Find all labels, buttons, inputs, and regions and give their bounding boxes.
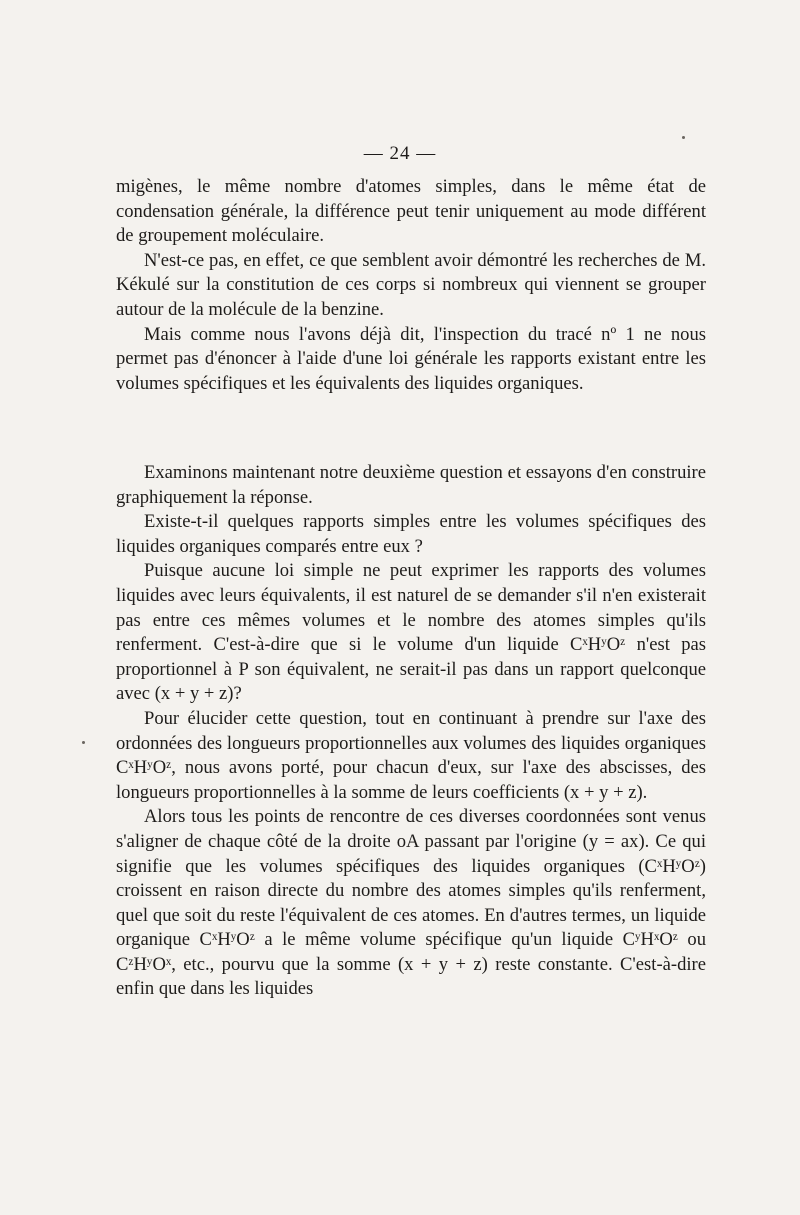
paragraph-trace-inspection: Mais comme nous l'avons déjà dit, l'inspection du tracé nº 1 ne nous permet pas d'énoncer à l'aide d'une loi générale les rapports existant entre les volumes spécifiques et les équivalents des liquides organiques. [116,323,706,394]
page-number: — 24 — [363,143,437,164]
paper-speck [682,136,685,139]
paragraph-continuation: migènes, le même nombre d'atomes simples, dans le même état de condensation générale, la différence peut tenir uniquement au mode différent de groupement moléculaire. [116,176,706,247]
paper-speck [82,741,85,744]
paragraph-elucidate: Pour élucider cette question, tout en continuant à prendre sur l'axe des ordonnées des longueurs proportionnelles aux volumes des liquides organiques CˣHʸOᶻ, nous avons porté, pour chacun d'eux, sur l'axe des abscisses, des longueurs proportionnelles à la somme de leurs coefficients (x + y + z). [116,707,706,803]
paragraph-no-simple-law: Puisque aucune loi simple ne peut exprimer les rapports des volumes liquides avec leurs équivalents, il est naturel de se demander s'il n'en existerait pas entre ces mêmes volumes et le nombre des atomes simples qu'ils renferment. C'est-à-dire que si le volume d'un liquide CˣHʸOᶻ n'est pas proportionnel à P son équivalent, ne serait-il pas dans un rapport quelconque avec (x + y + z)? [116,560,706,705]
text-block-top [116,175,706,396]
text-block-bottom [116,461,706,1002]
paragraph-simple-ratios: Existe-t-il quelques rapports simples entre les volumes spécifiques des liquides organiques comparés entre eux ? [116,511,706,557]
paragraph-kekule: N'est-ce pas, en effet, ce que semblent avoir démontré les recherches de M. Kékulé sur la constitution de ces corps si nombreux qui viennent se grouper autour de la molécule de la benzine. [116,249,706,320]
paragraph-second-question: Examinons maintenant notre deuxième question et essayons d'en construire graphiquement la réponse. [116,462,706,508]
paragraph-alignment: Alors tous les points de rencontre de ces diverses coordonnées sont venus s'aligner de chaque côté de la droite oA passant par l'origine (y = ax). Ce qui signifie que les volumes spécifiques des liquides organiques (CˣHʸOᶻ) croissent en raison directe du nombre des atomes simples qu'ils renferment, quel que soit du reste l'équivalent de ces atomes. En d'autres termes, un liquide organique CˣHʸOᶻ a le même volume spécifique qu'un liquide CʸHˣOᶻ ou CᶻHʸOˣ, etc., pourvu que la somme (x + y + z) reste constante. C'est-à-dire enfin que dans les liquides [116,806,706,1000]
